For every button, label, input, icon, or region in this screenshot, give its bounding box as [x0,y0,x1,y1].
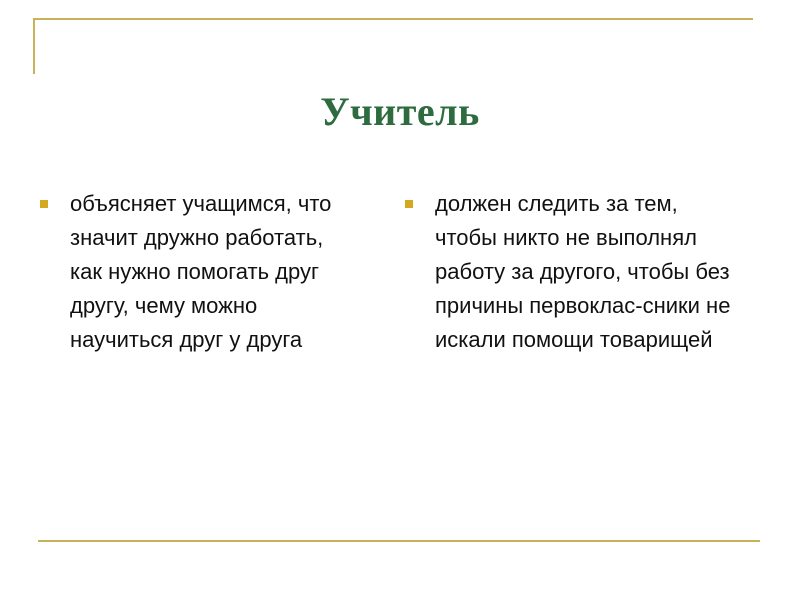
bullet-item-left [40,187,360,357]
left-decor-line [33,18,35,74]
right-column [405,187,735,357]
bullet-square-icon [40,200,48,208]
left-column [40,187,360,357]
slide-title: Учитель [320,89,480,134]
bottom-decor-line [38,540,760,542]
bullet-item-right [405,187,735,357]
bullet-text-right: должен следить за тем, чтобы никто не выполнял работу за другого, чтобы без причины первоклас-сники не искали помощи товарищей [435,191,731,352]
bullet-square-icon [405,200,413,208]
top-decor-line [33,18,753,20]
bullet-text-left: объясняет учащимся, что значит дружно работать, как нужно помогать друг другу, чему можно научиться друг у друга [70,191,332,352]
